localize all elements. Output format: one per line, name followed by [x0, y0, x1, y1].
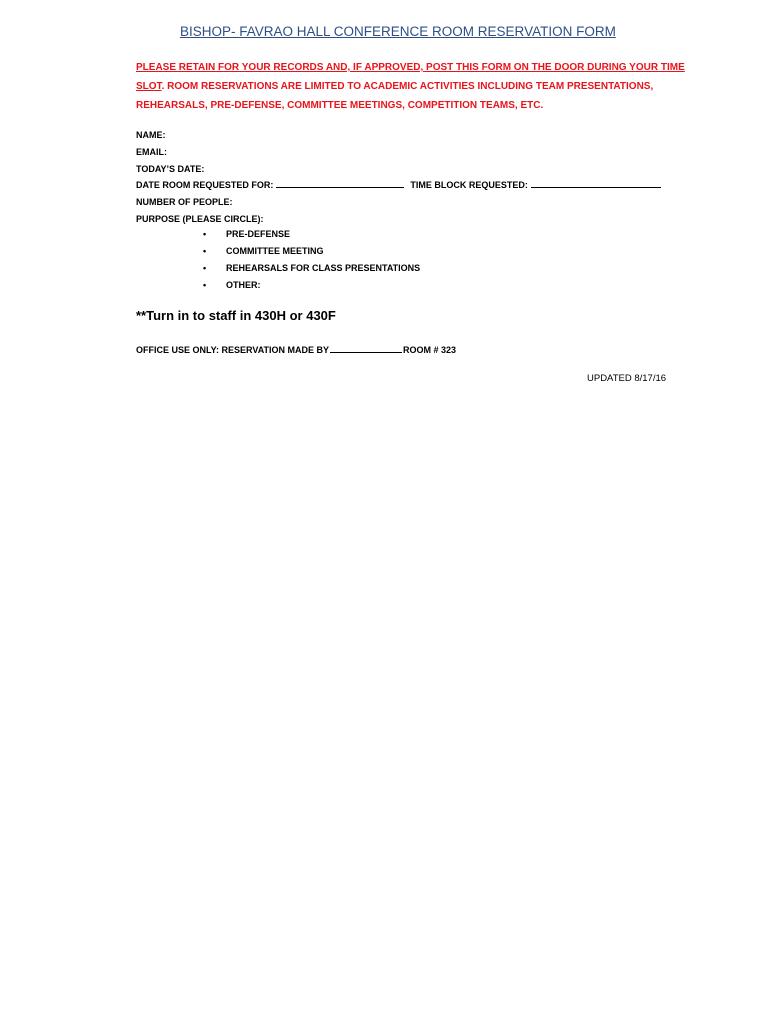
reservation-made-by-blank[interactable]: [330, 343, 402, 353]
date-requested-label: DATE ROOM REQUESTED FOR:: [136, 180, 274, 191]
office-use-label: OFFICE USE ONLY: RESERVATION MADE BY: [136, 345, 330, 355]
date-time-row: [136, 177, 661, 194]
red-notice: [136, 58, 696, 115]
email-label: EMAIL:: [136, 146, 167, 157]
purpose-label: PURPOSE (PLEASE CIRCLE):: [136, 213, 264, 224]
email-field: [136, 144, 661, 161]
number-of-people-label: NUMBER OF PEOPLE:: [136, 197, 233, 208]
name-label: NAME:: [136, 130, 166, 140]
purpose-option-committee-meeting[interactable]: [200, 243, 420, 260]
office-use-line: [136, 343, 456, 355]
bullet-icon: •: [203, 280, 207, 290]
todays-date-label: TODAY’S DATE:: [136, 163, 205, 174]
purpose-options-list: [200, 226, 420, 294]
form-fields: [136, 127, 661, 228]
updated-date: UPDATED 8/17/16: [587, 373, 667, 384]
number-of-people-field: [136, 194, 661, 211]
purpose-option-other[interactable]: [200, 277, 420, 294]
bullet-icon: •: [203, 263, 207, 273]
form-title: BISHOP- FAVRAO HALL CONFERENCE ROOM RESERVATION FORM: [180, 24, 616, 39]
time-block-label: TIME BLOCK REQUESTED:: [410, 180, 528, 191]
bullet-icon: •: [203, 246, 207, 256]
bullet-icon: •: [203, 229, 207, 239]
notice-underlined-text: PLEASE RETAIN FOR YOUR RECORDS AND, IF APPROVED, POST THIS FORM ON THE DOOR DURING YOUR TIME SLOT: [136, 62, 685, 92]
date-requested-blank[interactable]: [276, 178, 404, 188]
time-block-blank[interactable]: [531, 178, 661, 188]
purpose-option-label: COMMITTEE MEETING: [226, 246, 324, 256]
purpose-option-rehearsals[interactable]: [200, 260, 420, 277]
purpose-option-pre-defense[interactable]: [200, 226, 420, 243]
todays-date-field: [136, 161, 661, 178]
purpose-option-label: REHEARSALS FOR CLASS PRESENTATIONS: [226, 263, 421, 273]
name-field: [136, 127, 661, 144]
purpose-option-label: PRE-DEFENSE: [226, 229, 291, 239]
purpose-option-label: OTHER:: [226, 280, 261, 290]
room-number-label: ROOM # 323: [403, 345, 457, 355]
notice-text: . ROOM RESERVATIONS ARE LIMITED TO ACADEMIC ACTIVITIES INCLUDING TEAM PRESENTATIONS, REHEARSALS, PRE-DEFENSE, COMMITTEE MEETINGS, COMPETITION TEAMS, ETC.: [136, 81, 654, 111]
turn-in-instruction: **Turn in to staff in 430H or 430F: [136, 308, 336, 323]
